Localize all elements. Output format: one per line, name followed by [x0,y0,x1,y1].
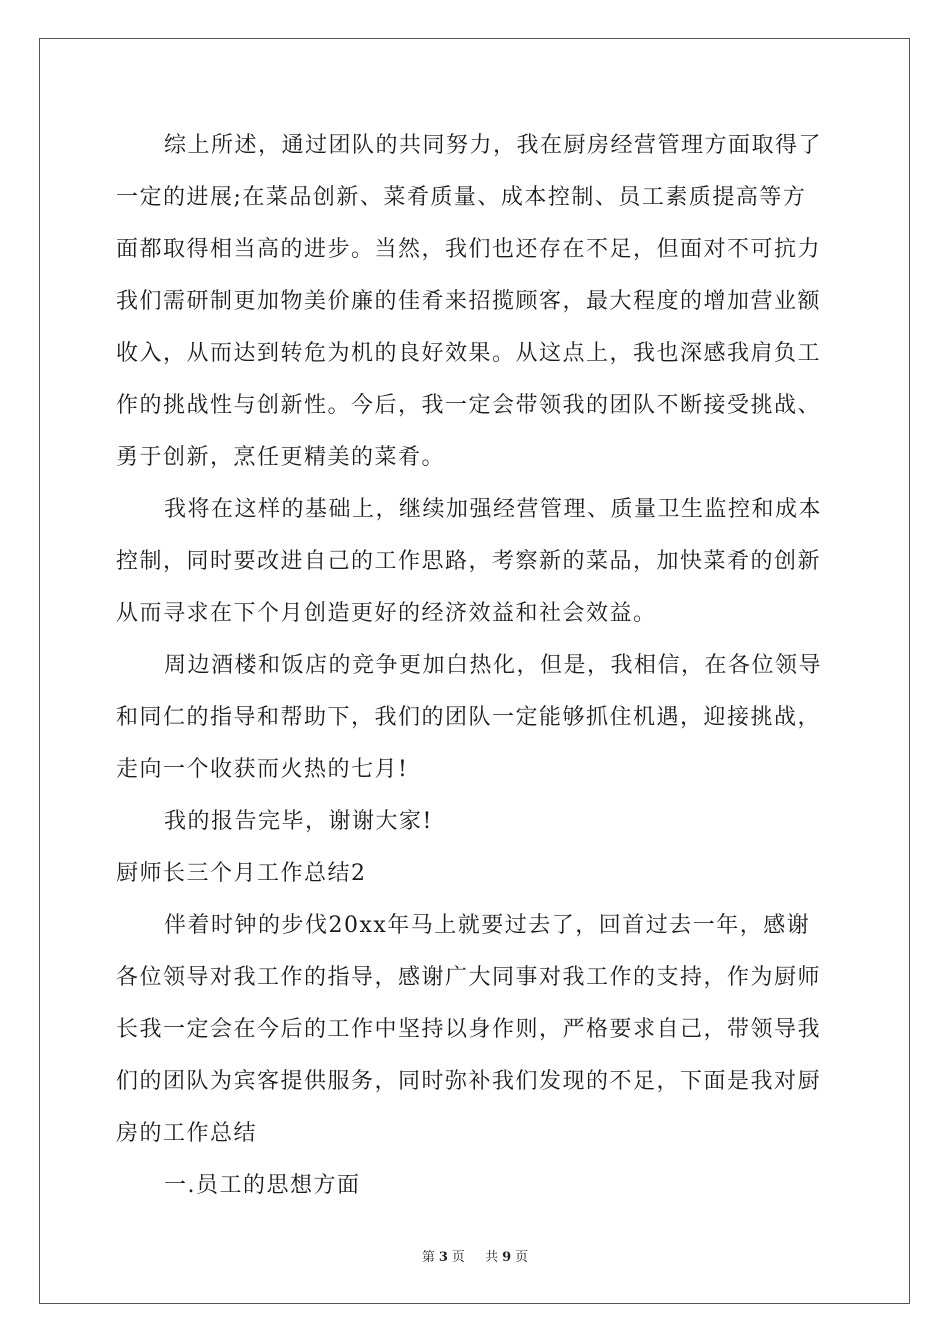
page-total [481,1250,532,1265]
text-line: 房的工作总结 [116,1121,258,1146]
text-line: 从而寻求在下个月创造更好的经济效益和社会效益。 [116,601,657,626]
text-line: 控制，同时要改进自己的工作思路，考察新的菜品，加快菜肴的创新 [116,549,822,574]
page-suffix: 页 [451,1250,465,1265]
text-line: 走向一个收获而火热的七月! [116,757,409,782]
total-pages: 9 [502,1250,512,1265]
text-line: 们的团队为宾客提供服务，同时弥补我们发现的不足，下面是我对厨 [116,1069,822,1094]
current-page: 3 [438,1250,448,1265]
total-suffix: 页 [515,1250,529,1265]
text-line: 收入，从而达到转危为机的良好效果。从这点上，我也深感我肩负工 [116,341,822,366]
page-prefix: 第 [421,1250,435,1265]
page-footer [0,1246,950,1265]
text-line: 面都取得相当高的进步。当然，我们也还存在不足，但面对不可抗力 [116,237,822,262]
text-line: 厨师长三个月工作总结2 [116,861,367,886]
total-prefix: 共 [485,1250,499,1265]
text-line: 我的报告完毕，谢谢大家! [164,809,433,834]
text-line: 我们需研制更加物美价廉的佳肴来招揽顾客，最大程度的增加营业额 [116,289,822,314]
text-line: 和同仁的指导和帮助下，我们的团队一定能够抓住机遇，迎接挑战， [116,705,822,730]
text-line: 一定的进展;在菜品创新、菜肴质量、成本控制、员工素质提高等方 [116,185,807,210]
text-line: 作的挑战性与创新性。今后，我一定会带领我的团队不断接受挑战、 [116,393,822,418]
text-line: 综上所述，通过团队的共同努力，我在厨房经营管理方面取得了 [164,133,823,158]
text-line: 我将在这样的基础上，继续加强经营管理、质量卫生监控和成本 [164,497,823,522]
text-line: 一.员工的思想方面 [164,1173,361,1198]
text-line: 勇于创新，烹任更精美的菜肴。 [116,445,446,470]
page-number [418,1250,469,1265]
text-line: 周边酒楼和饭店的竞争更加白热化，但是，我相信，在各位领导 [164,653,823,678]
text-line: 各位领导对我工作的指导，感谢广大同事对我工作的支持，作为厨师 [116,965,822,990]
document-body [116,120,834,1212]
text-line: 伴着时钟的步伐20xx年马上就要过去了，回首过去一年，感谢 [164,913,811,938]
text-line: 长我一定会在今后的工作中坚持以身作则，严格要求自己，带领导我 [116,1017,822,1042]
